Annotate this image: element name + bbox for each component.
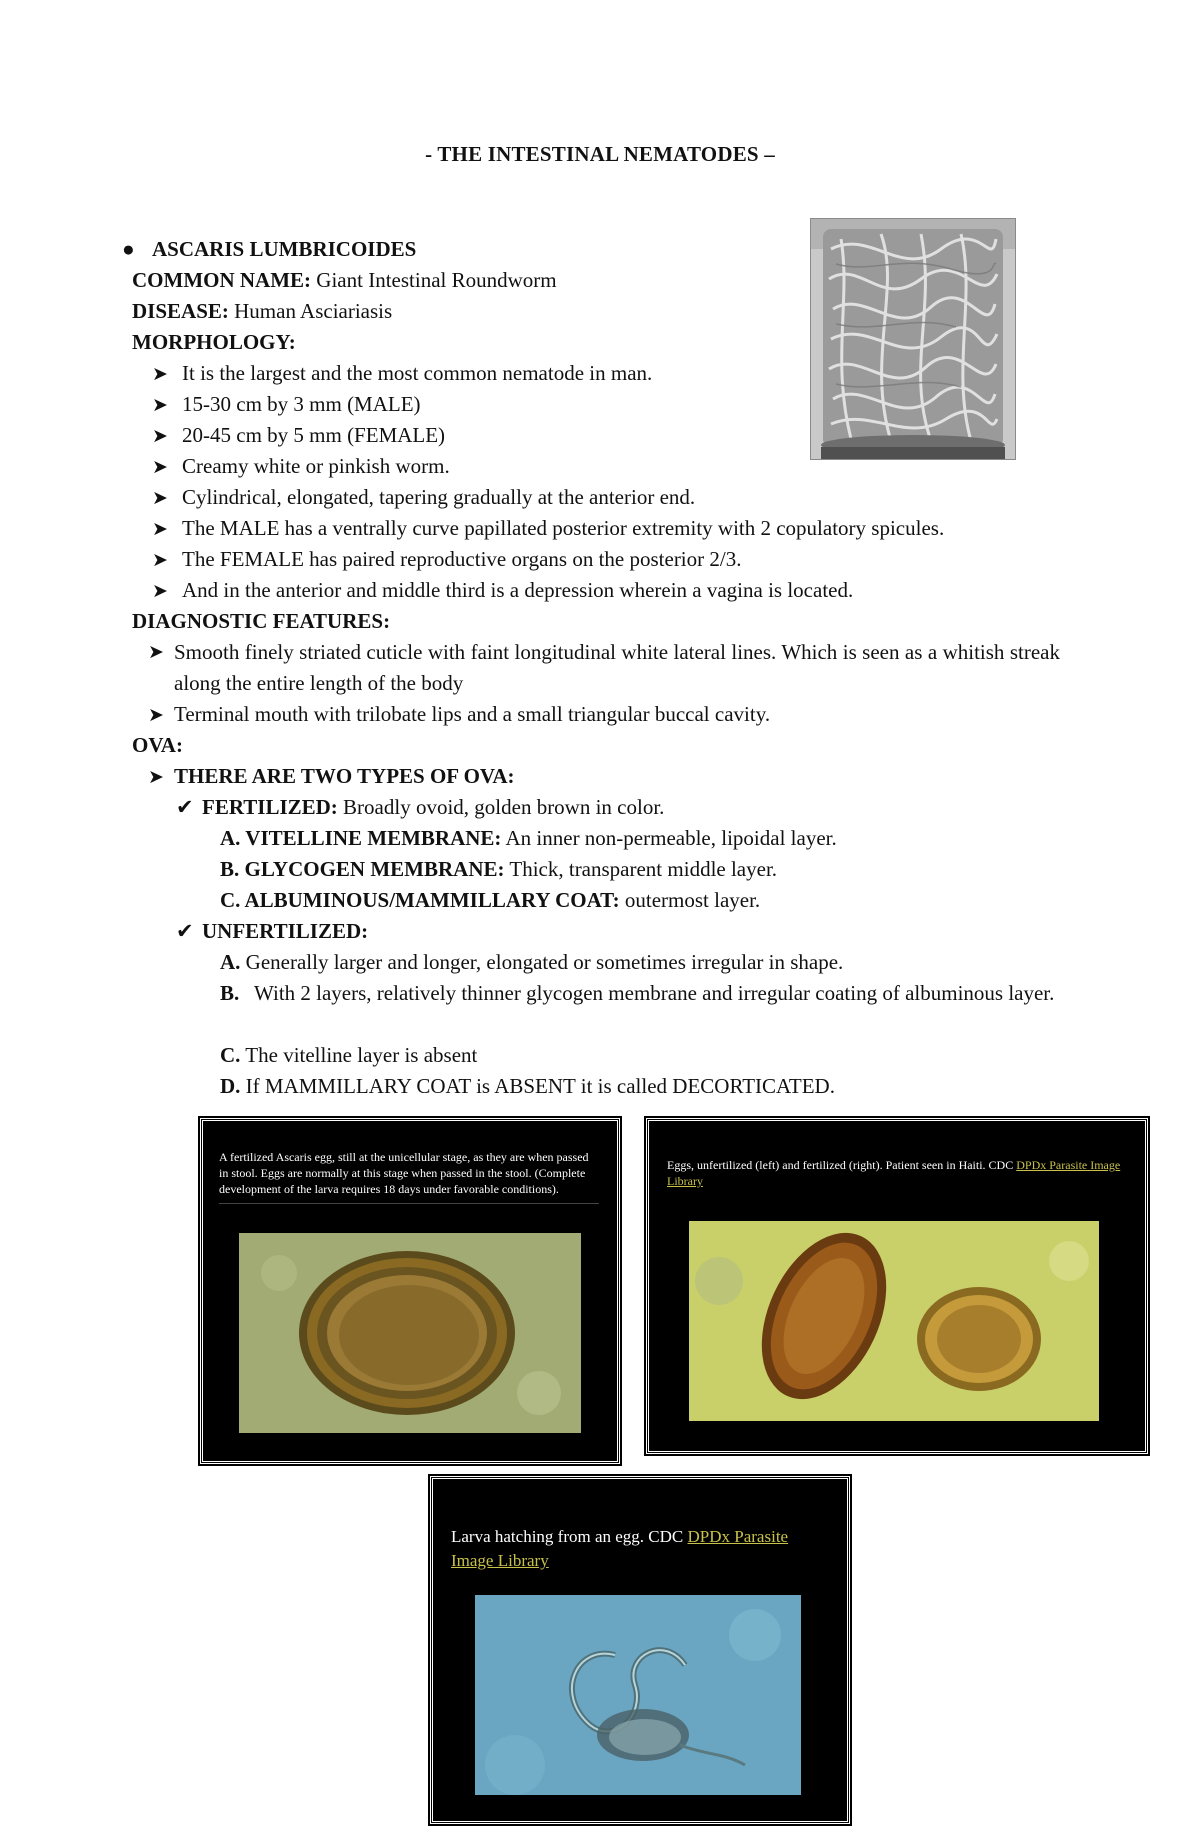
figure-unfertilized-fertilized-eggs bbox=[646, 1118, 1148, 1454]
list-item: ➤ The MALE has a ventrally curve papillated posterior extremity with 2 copulatory spicules. bbox=[152, 513, 944, 545]
figure-caption: Larva hatching from an egg. CDC DPDx Parasite Image Library bbox=[451, 1527, 789, 1570]
list-item: ➤ Terminal mouth with trilobate lips and a small triangular buccal cavity. bbox=[148, 699, 770, 731]
caption-divider bbox=[219, 1203, 599, 1204]
section-heading bbox=[122, 234, 416, 265]
dpdx-library-link[interactable]: DPDx Parasite Image Library bbox=[667, 1158, 1121, 1188]
arrow-bullet-icon: ➤ bbox=[152, 550, 168, 571]
arrow-bullet-icon: ➤ bbox=[152, 581, 168, 602]
ova-types-line: ➤ THERE ARE TWO TYPES OF OVA: bbox=[148, 761, 515, 793]
list-item: A. Generally larger and longer, elongated or sometimes irregular in shape. bbox=[220, 950, 844, 974]
eggs-comparison-image bbox=[689, 1221, 1099, 1421]
list-item: C. The vitelline layer is absent bbox=[220, 1043, 478, 1067]
arrow-bullet-icon: ➤ bbox=[148, 767, 164, 788]
common-name-line: COMMON NAME: Giant Intestinal Roundworm bbox=[132, 268, 557, 292]
arrow-bullet-icon: ➤ bbox=[152, 364, 168, 385]
arrow-bullet-icon: ➤ bbox=[152, 457, 168, 478]
list-item: D. If MAMMILLARY COAT is ABSENT it is called DECORTICATED. bbox=[220, 1074, 835, 1098]
arrow-bullet-icon: ➤ bbox=[152, 519, 168, 540]
larva-hatching-image bbox=[475, 1595, 801, 1795]
disease-line: DISEASE: Human Asciariasis bbox=[132, 299, 393, 323]
dpdx-library-link[interactable]: DPDx Parasite Image Library bbox=[451, 1527, 789, 1570]
list-item: ➤ 20-45 cm by 5 mm (FEMALE) bbox=[152, 420, 445, 452]
checkmark-icon: ✔ bbox=[176, 795, 194, 819]
morphology-heading: MORPHOLOGY: bbox=[132, 330, 296, 354]
list-item: A. VITELLINE MEMBRANE: An inner non-permeable, lipoidal layer. bbox=[220, 826, 837, 850]
figure-caption: Eggs, unfertilized (left) and fertilized (right). Patient seen in Haiti. CDC DPDx Parasite Image Library bbox=[667, 1158, 1121, 1188]
fertilized-egg-image bbox=[239, 1233, 581, 1433]
arrow-bullet-icon: ➤ bbox=[148, 642, 164, 663]
list-item: ➤ Cylindrical, elongated, tapering gradually at the anterior end. bbox=[152, 482, 695, 514]
arrow-bullet-icon: ➤ bbox=[152, 395, 168, 416]
list-item: ➤ Creamy white or pinkish worm. bbox=[152, 451, 450, 483]
list-item: ➤ Smooth finely striated cuticle with faint longitudinal white lateral lines. Which is seen as a whitish streak along the entire length of the body bbox=[148, 637, 1060, 699]
list-item: ➤ 15-30 cm by 3 mm (MALE) bbox=[152, 389, 421, 421]
bullet-dot-icon: ● bbox=[122, 237, 135, 261]
list-item: C. ALBUMINOUS/MAMMILLARY COAT: outermost layer. bbox=[220, 888, 761, 912]
list-item: ➤ And in the anterior and middle third is a depression wherein a vagina is located. bbox=[152, 575, 853, 607]
list-item: B. GLYCOGEN MEMBRANE: Thick, transparent middle layer. bbox=[220, 857, 778, 881]
list-item: B. With 2 layers, relatively thinner glycogen membrane and irregular coating of albuminous layer. bbox=[220, 981, 1055, 1005]
ova-heading: OVA: bbox=[132, 733, 183, 757]
ascaris-worms-photo bbox=[810, 218, 1016, 460]
arrow-bullet-icon: ➤ bbox=[148, 705, 164, 726]
checkmark-icon: ✔ bbox=[176, 919, 194, 943]
list-item: ➤ The FEMALE has paired reproductive organs on the posterior 2/3. bbox=[152, 544, 741, 576]
arrow-bullet-icon: ➤ bbox=[152, 488, 168, 509]
figure-larva-hatching bbox=[430, 1476, 850, 1824]
figure-fertilized-egg bbox=[200, 1118, 620, 1464]
species-name: ASCARIS LUMBRICOIDES bbox=[152, 237, 417, 261]
diagnostic-heading: DIAGNOSTIC FEATURES: bbox=[132, 609, 391, 633]
figure-caption: A fertilized Ascaris egg, still at the unicellular stage, as they are when passed in stool. Eggs are normally at this stage when passed in the stool. (Complete development of the larva requires 18 days under favorable conditions). bbox=[219, 1150, 589, 1196]
worm-jar-image bbox=[811, 219, 1015, 459]
fertilized-line: ✔ FERTILIZED: Broadly ovoid, golden brown in color. bbox=[176, 792, 664, 823]
arrow-bullet-icon: ➤ bbox=[152, 426, 168, 447]
unfertilized-line: ✔ UNFERTILIZED: bbox=[176, 916, 368, 947]
page-title: - THE INTESTINAL NEMATODES – bbox=[425, 142, 775, 166]
list-item: ➤ It is the largest and the most common nematode in man. bbox=[152, 358, 652, 390]
